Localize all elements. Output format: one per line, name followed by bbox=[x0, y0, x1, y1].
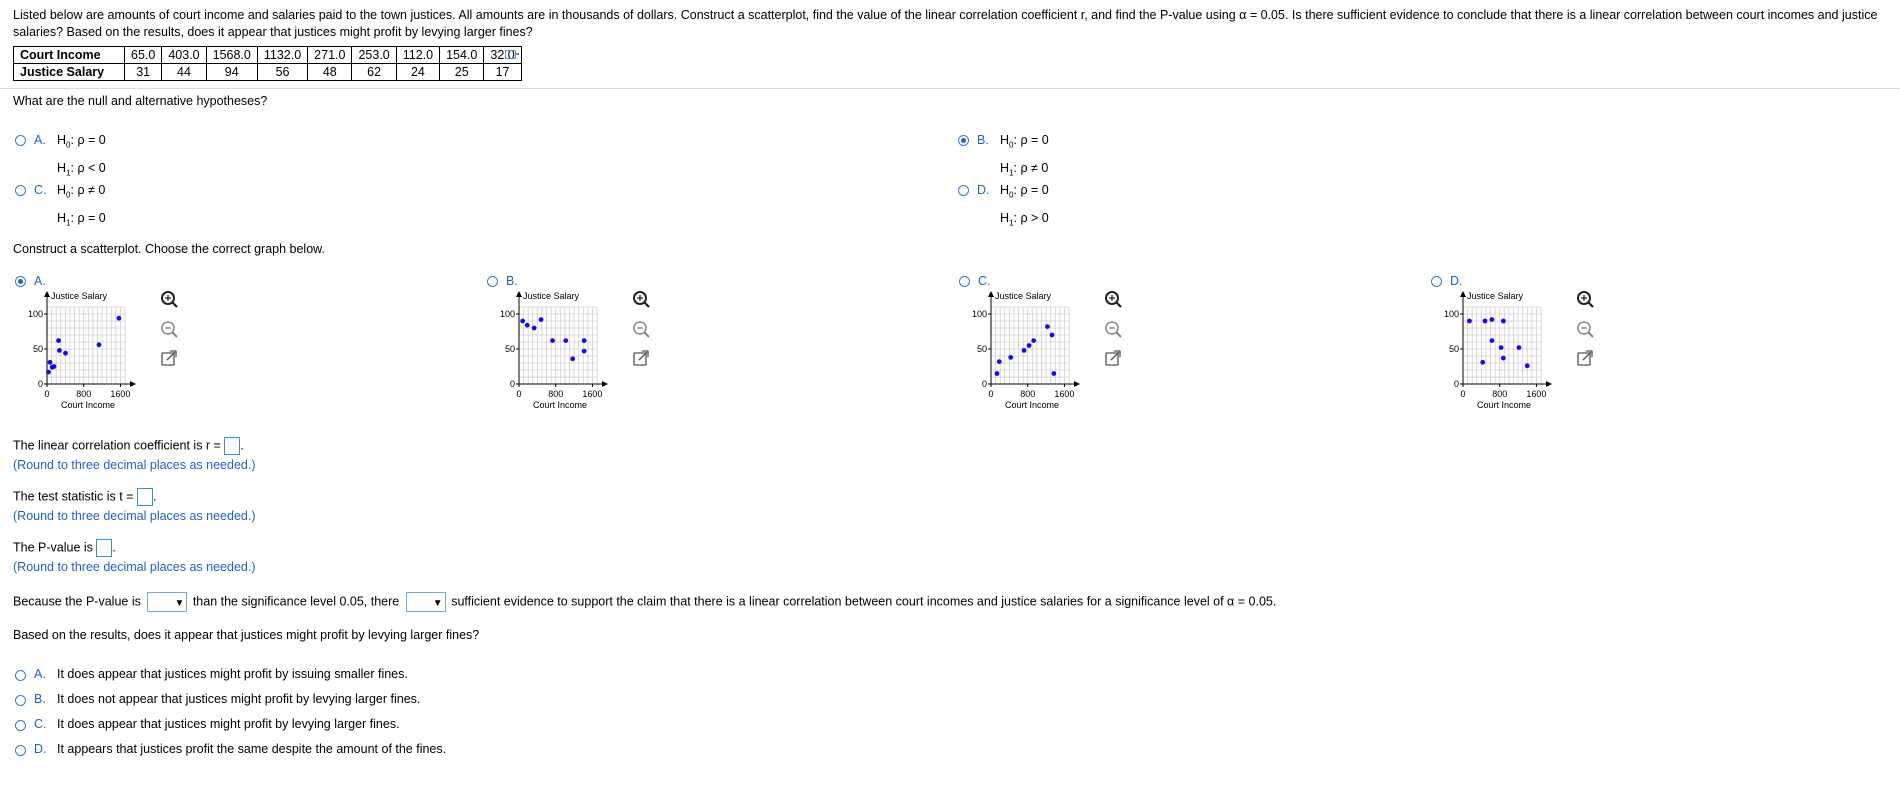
table-cell: 17 bbox=[484, 64, 521, 81]
y-tick-label: 100 bbox=[1443, 309, 1459, 319]
x-tick-label: 0 bbox=[1460, 389, 1466, 399]
x-tick-label: 800 bbox=[1492, 389, 1508, 399]
y-tick-label: 50 bbox=[504, 344, 515, 354]
radio-button-selected[interactable] bbox=[15, 276, 26, 287]
open-new-window-icon[interactable] bbox=[634, 351, 648, 365]
y-axis-label: Justice Salary bbox=[1467, 291, 1524, 301]
open-new-window-icon[interactable] bbox=[1106, 351, 1120, 365]
because-post-text: sufficient evidence to support the claim that there is a linear correlation between court incomes and justice salaries for a significance level of α = 0.05. bbox=[451, 594, 1277, 609]
h0-value: ρ = 0 bbox=[77, 133, 106, 147]
table-cell: 1132.0 bbox=[257, 47, 307, 64]
data-point bbox=[1517, 345, 1522, 350]
round-note: (Round to three decimal places as needed.) bbox=[13, 560, 256, 574]
question-prompt: Based on the results, does it appear that justices might profit by levying larger fines? bbox=[13, 628, 480, 642]
zoom-in-icon[interactable] bbox=[1106, 292, 1121, 307]
data-point bbox=[532, 326, 537, 331]
t-input[interactable] bbox=[137, 488, 153, 506]
data-point bbox=[1501, 319, 1506, 324]
table-cell: 112.0 bbox=[396, 47, 439, 64]
data-point bbox=[1022, 348, 1027, 353]
y-axis-label: Justice Salary bbox=[995, 291, 1052, 301]
radio-button[interactable] bbox=[1431, 276, 1442, 287]
p-input[interactable] bbox=[96, 539, 112, 557]
p-label: The P-value is bbox=[13, 540, 93, 555]
radio-button[interactable] bbox=[487, 276, 498, 287]
alt-hypothesis: $H_1$: ρ = 0 bbox=[57, 210, 106, 227]
x-tick-label: 800 bbox=[76, 389, 92, 399]
evidence-dropdown[interactable] bbox=[406, 592, 446, 612]
data-point bbox=[563, 338, 568, 343]
data-point bbox=[1050, 333, 1055, 338]
zoom-in-icon[interactable] bbox=[634, 292, 649, 307]
option-letter: A. bbox=[34, 274, 46, 288]
data-point bbox=[997, 359, 1002, 364]
hypothesis-text bbox=[57, 129, 106, 184]
hypothesis-text bbox=[1000, 179, 1049, 234]
table-cell: 62 bbox=[352, 64, 396, 81]
h1-value: ρ ≠ 0 bbox=[1020, 160, 1049, 175]
y-axis-label: Justice Salary bbox=[51, 291, 108, 301]
y-tick-label: 0 bbox=[37, 379, 43, 389]
table-row bbox=[14, 64, 522, 81]
round-note: (Round to three decimal places as needed.) bbox=[13, 458, 256, 472]
table-cell: 1568.0 bbox=[206, 47, 257, 64]
y-tick-label: 100 bbox=[499, 309, 515, 319]
table-cell: 44 bbox=[162, 64, 206, 81]
zoom-out-icon[interactable] bbox=[1578, 322, 1593, 337]
x-tick-label: 1600 bbox=[582, 389, 603, 399]
radio-button-selected[interactable] bbox=[958, 135, 969, 146]
t-question: The test statistic is t = . bbox=[13, 488, 157, 506]
hypothesis-text bbox=[1000, 129, 1049, 184]
x-tick-label: 1600 bbox=[110, 389, 131, 399]
option-text: It appears that justices profit the same despite the amount of the fines. bbox=[57, 742, 447, 756]
data-point bbox=[1499, 345, 1504, 350]
data-point bbox=[1008, 355, 1013, 360]
radio-button[interactable] bbox=[15, 695, 26, 706]
radio-button[interactable] bbox=[15, 670, 26, 681]
data-point bbox=[52, 364, 57, 369]
h1-value: ρ = 0 bbox=[77, 210, 106, 225]
data-point bbox=[48, 360, 53, 365]
question-prompt: What are the null and alternative hypotheses? bbox=[13, 94, 268, 108]
divider bbox=[0, 88, 1900, 89]
data-point bbox=[582, 349, 587, 354]
table-cell: 403.0 bbox=[162, 47, 206, 64]
option-text: It does not appear that justices might profit by levying larger fines. bbox=[57, 692, 421, 706]
data-point bbox=[1467, 319, 1472, 324]
r-input[interactable] bbox=[224, 437, 240, 455]
null-hypothesis: $H_0$: ρ = 0 bbox=[57, 133, 106, 150]
y-tick-label: 100 bbox=[27, 309, 43, 319]
y-tick-label: 0 bbox=[981, 379, 987, 389]
data-point bbox=[1480, 360, 1485, 365]
radio-button[interactable] bbox=[959, 276, 970, 287]
data-point bbox=[550, 338, 555, 343]
option-letter: A. bbox=[34, 667, 46, 681]
comparison-dropdown[interactable] bbox=[147, 592, 187, 612]
zoom-out-icon[interactable] bbox=[634, 322, 649, 337]
data-point bbox=[97, 342, 102, 347]
x-tick-label: 0 bbox=[44, 389, 50, 399]
data-point bbox=[56, 338, 61, 343]
radio-button[interactable] bbox=[15, 185, 26, 196]
table-cell: 271.0 bbox=[308, 47, 352, 64]
data-point bbox=[525, 323, 530, 328]
data-point bbox=[520, 319, 525, 324]
conclusion-sentence bbox=[13, 592, 1276, 612]
data-point bbox=[57, 348, 62, 353]
table-cell: 24 bbox=[396, 64, 439, 81]
radio-button[interactable] bbox=[15, 135, 26, 146]
data-table bbox=[13, 46, 522, 81]
radio-button[interactable] bbox=[15, 720, 26, 731]
null-hypothesis: $H_0$: ρ = 0 bbox=[1000, 183, 1049, 200]
data-point bbox=[995, 371, 1000, 376]
radio-button[interactable] bbox=[15, 745, 26, 756]
data-point bbox=[570, 356, 575, 361]
row-header: Justice Salary bbox=[14, 64, 125, 81]
y-tick-label: 50 bbox=[32, 344, 43, 354]
zoom-out-icon[interactable] bbox=[162, 322, 177, 337]
h0-value: ρ = 0 bbox=[1020, 133, 1049, 147]
y-tick-label: 0 bbox=[1453, 379, 1459, 389]
data-point bbox=[1525, 363, 1530, 368]
table-cell: 56 bbox=[257, 64, 307, 81]
radio-button[interactable] bbox=[958, 185, 969, 196]
table-cell: 154.0 bbox=[440, 47, 484, 64]
x-axis-label: Court Income bbox=[60, 400, 116, 410]
data-point bbox=[1051, 371, 1056, 376]
data-point bbox=[1490, 317, 1495, 322]
option-letter: A. bbox=[34, 133, 46, 147]
y-tick-label: 100 bbox=[971, 309, 987, 319]
data-point bbox=[539, 317, 544, 322]
h0-value: ρ ≠ 0 bbox=[77, 183, 106, 197]
data-point bbox=[1490, 338, 1495, 343]
data-point bbox=[582, 338, 587, 343]
data-point bbox=[1501, 356, 1506, 361]
option-letter: C. bbox=[34, 717, 47, 731]
table-cell: 25 bbox=[440, 64, 484, 81]
option-letter: D. bbox=[1450, 274, 1463, 288]
scatterplot bbox=[1429, 289, 1629, 429]
problem-statement: Listed below are amounts of court income and salaries paid to the town justices. All amounts are in thousands of dollars. Construct a scatterplot, find the value of the linear correlation coefficient r, and find the P-value using α = 0.05. Is there sufficient evidence to conclude that there is a linear correlation between court incomes and justice salaries? Based on the results, does it appear that justices might profit by levying larger fines? bbox=[13, 8, 1878, 39]
h0-value: ρ = 0 bbox=[1020, 183, 1049, 197]
round-note: (Round to three decimal places as needed.) bbox=[13, 509, 256, 523]
option-letter: B. bbox=[977, 133, 989, 147]
alt-hypothesis: $H_1$: ρ > 0 bbox=[1000, 210, 1049, 227]
copy-data-icon[interactable] bbox=[505, 50, 516, 59]
x-tick-label: 0 bbox=[516, 389, 522, 399]
x-tick-label: 1600 bbox=[1054, 389, 1075, 399]
hypothesis-text bbox=[57, 179, 106, 234]
x-axis-label: Court Income bbox=[1476, 400, 1532, 410]
option-letter: B. bbox=[34, 692, 46, 706]
x-tick-label: 800 bbox=[548, 389, 564, 399]
table-cell: 65.0 bbox=[125, 47, 162, 64]
h1-value: ρ > 0 bbox=[1020, 210, 1049, 225]
x-axis-label: Court Income bbox=[532, 400, 588, 410]
option-letter: C. bbox=[34, 183, 47, 197]
x-tick-label: 1600 bbox=[1526, 389, 1547, 399]
open-new-window-icon[interactable] bbox=[162, 351, 176, 365]
row-header: Court Income bbox=[14, 47, 125, 64]
data-point bbox=[46, 370, 51, 375]
zoom-in-icon[interactable] bbox=[1578, 292, 1593, 307]
data-point bbox=[1027, 343, 1032, 348]
option-text: It does appear that justices might profit by issuing smaller fines. bbox=[57, 667, 408, 681]
zoom-in-icon[interactable] bbox=[162, 292, 177, 307]
h1-value: ρ < 0 bbox=[77, 160, 106, 175]
r-question: The linear correlation coefficient is r = . bbox=[13, 437, 244, 455]
option-letter: C. bbox=[978, 274, 991, 288]
option-letter: D. bbox=[977, 183, 990, 197]
table-cell: 94 bbox=[206, 64, 257, 81]
x-tick-label: 0 bbox=[988, 389, 994, 399]
r-label: The linear correlation coefficient is r = bbox=[13, 438, 221, 453]
x-axis-label: Court Income bbox=[1004, 400, 1060, 410]
data-point bbox=[1045, 324, 1050, 329]
table-cell: 48 bbox=[308, 64, 352, 81]
null-hypothesis: $H_0$: ρ = 0 bbox=[1000, 133, 1049, 150]
p-question: The P-value is . bbox=[13, 539, 116, 557]
question-prompt: Construct a scatterplot. Choose the correct graph below. bbox=[13, 242, 325, 256]
table-cell: 31 bbox=[125, 64, 162, 81]
alt-hypothesis: $H_1$: ρ < 0 bbox=[57, 160, 106, 177]
scatterplot bbox=[957, 289, 1157, 429]
data-point bbox=[63, 351, 68, 356]
zoom-out-icon[interactable] bbox=[1106, 322, 1121, 337]
y-axis-label: Justice Salary bbox=[523, 291, 580, 301]
data-point bbox=[1483, 319, 1488, 324]
null-hypothesis: $H_0$: ρ ≠ 0 bbox=[57, 183, 106, 200]
data-point bbox=[117, 316, 122, 321]
because-mid-text: than the significance level 0.05, there bbox=[192, 594, 400, 609]
data-point bbox=[1031, 338, 1036, 343]
option-text: It does appear that justices might profit by levying larger fines. bbox=[57, 717, 400, 731]
x-tick-label: 800 bbox=[1020, 389, 1036, 399]
scatterplot bbox=[13, 289, 213, 429]
option-letter: B. bbox=[506, 274, 518, 288]
y-tick-label: 50 bbox=[1448, 344, 1459, 354]
table-cell: 32.0 bbox=[484, 47, 521, 64]
scatterplot bbox=[485, 289, 685, 429]
t-label: The test statistic is t = bbox=[13, 489, 134, 504]
open-new-window-icon[interactable] bbox=[1578, 351, 1592, 365]
alt-hypothesis: $H_1$: ρ ≠ 0 bbox=[1000, 160, 1049, 177]
table-cell: 253.0 bbox=[352, 47, 396, 64]
option-letter: D. bbox=[34, 742, 47, 756]
because-text: Because the P-value is bbox=[13, 594, 141, 609]
y-tick-label: 0 bbox=[509, 379, 515, 389]
y-tick-label: 50 bbox=[976, 344, 987, 354]
table-row bbox=[14, 47, 522, 64]
